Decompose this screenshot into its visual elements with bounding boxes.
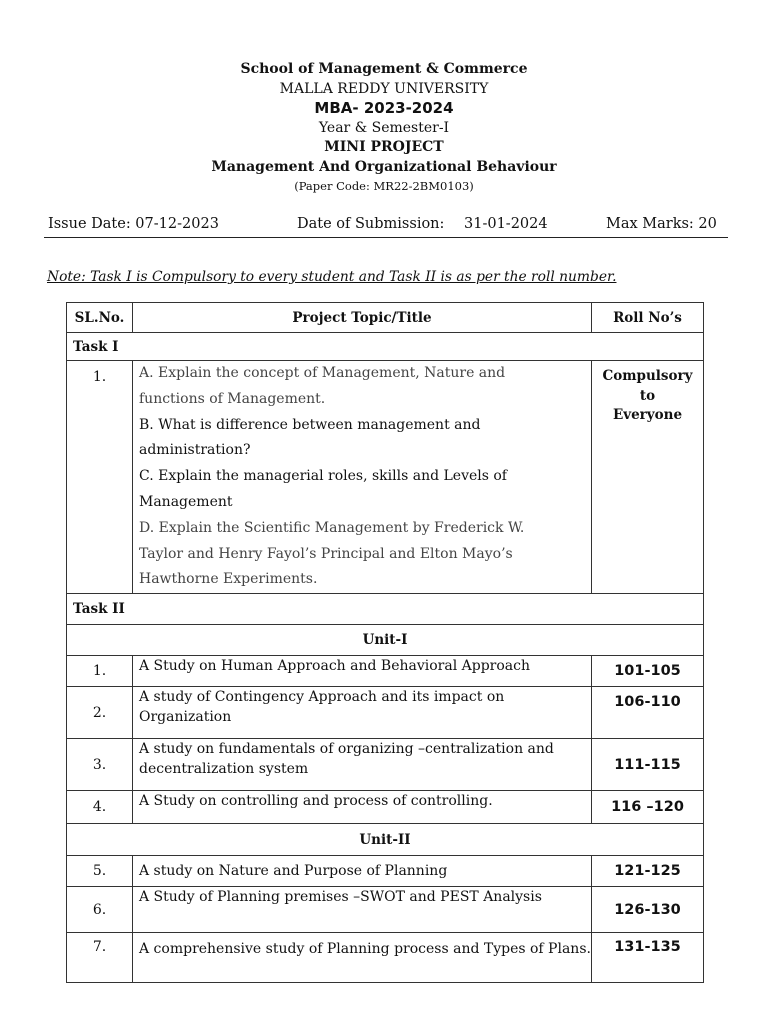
row-topic: A study of Contingency Approach and its impact on Organization <box>133 687 592 739</box>
row-roll: 126-130 <box>592 887 704 933</box>
task1-roll <box>592 361 704 594</box>
table-row <box>67 933 704 983</box>
topic-line: D. Explain the Scientific Management by Frederick W. <box>139 519 525 536</box>
roll-line: to <box>639 387 656 404</box>
topic-line: Management <box>139 493 233 510</box>
paper-code: (Paper Code: MR22-2BM0103) <box>294 179 474 193</box>
row-sl: 4. <box>67 791 133 824</box>
task2-label: Task II <box>67 594 704 625</box>
table-row <box>67 887 704 933</box>
row-topic: A comprehensive study of Planning process and Types of Plans. <box>133 933 592 983</box>
row-sl: 2. <box>67 687 133 739</box>
row-topic: A Study on controlling and process of controlling. <box>133 791 592 824</box>
divider-line <box>44 237 728 238</box>
task1-label: Task I <box>67 333 704 361</box>
document-header <box>0 60 768 197</box>
row-topic: A Study on Human Approach and Behavioral Approach <box>133 656 592 687</box>
row-roll: 111-115 <box>592 739 704 791</box>
row-roll: 106-110 <box>592 687 704 739</box>
year-semester: Year & Semester-I <box>318 119 450 136</box>
topic-line: B. What is difference between management and <box>139 416 481 433</box>
header-sl: SL.No. <box>67 303 133 333</box>
topic-line: Taylor and Henry Fayol’s Principal and Elton Mayo’s <box>139 545 513 562</box>
row-sl: 3. <box>67 739 133 791</box>
university-name: MALLA REDDY UNIVERSITY <box>279 80 489 97</box>
unit2-row <box>67 824 704 856</box>
row-topic: A Study of Planning premises –SWOT and PEST Analysis <box>133 887 592 933</box>
subject-title: Management And Organizational Behaviour <box>211 158 557 175</box>
submission-label: Date of Submission: <box>297 216 445 232</box>
row-sl: 6. <box>67 887 133 933</box>
program-year: MBA- 2023-2024 <box>314 99 454 117</box>
row-topic: A study on fundamentals of organizing –centralization and decentralization system <box>133 739 592 791</box>
submission-date: 31-01-2024 <box>464 216 548 232</box>
roll-line: Everyone <box>612 407 683 423</box>
unit1-row <box>67 625 704 656</box>
header-roll: Roll No’s <box>592 303 704 333</box>
unit1-label: Unit-I <box>67 625 704 656</box>
row-sl: 1. <box>67 656 133 687</box>
row-roll: 121-125 <box>592 856 704 887</box>
row-sl: 1. <box>67 361 133 594</box>
project-type: MINI PROJECT <box>324 139 444 155</box>
table-row <box>67 656 704 687</box>
table-row <box>67 361 704 594</box>
topic-line: Hawthorne Experiments. <box>139 571 318 588</box>
task1-topics <box>133 361 592 594</box>
row-roll: 131-135 <box>592 933 704 983</box>
table-row <box>67 791 704 824</box>
topic-line: A. Explain the concept of Management, Nature and <box>139 365 506 381</box>
row-roll: 116 –120 <box>592 791 704 824</box>
unit2-label: Unit-II <box>67 824 704 856</box>
task2-row <box>67 594 704 625</box>
row-roll: 101-105 <box>592 656 704 687</box>
row-topic: A study on Nature and Purpose of Planning <box>133 856 592 887</box>
project-table <box>66 302 704 983</box>
school-name: School of Management & Commerce <box>240 61 528 77</box>
issue-date: Issue Date: 07-12-2023 <box>48 216 219 232</box>
header-topic: Project Topic/Title <box>133 303 592 333</box>
row-sl: 5. <box>67 856 133 887</box>
max-marks: Max Marks: 20 <box>606 216 717 232</box>
topic-line: functions of Management. <box>139 390 326 407</box>
table-row <box>67 856 704 887</box>
task1-row <box>67 333 704 361</box>
note: Note: Task I is Compulsory to every student and Task II is as per the roll number. <box>47 269 617 285</box>
topic-line: C. Explain the managerial roles, skills and Levels of <box>139 468 507 485</box>
row-sl: 7. <box>67 933 133 983</box>
table-row <box>67 739 704 791</box>
table-row <box>67 687 704 739</box>
topic-line: administration? <box>139 442 251 459</box>
roll-line: Compulsory <box>602 368 693 384</box>
table-header-row <box>67 303 704 333</box>
